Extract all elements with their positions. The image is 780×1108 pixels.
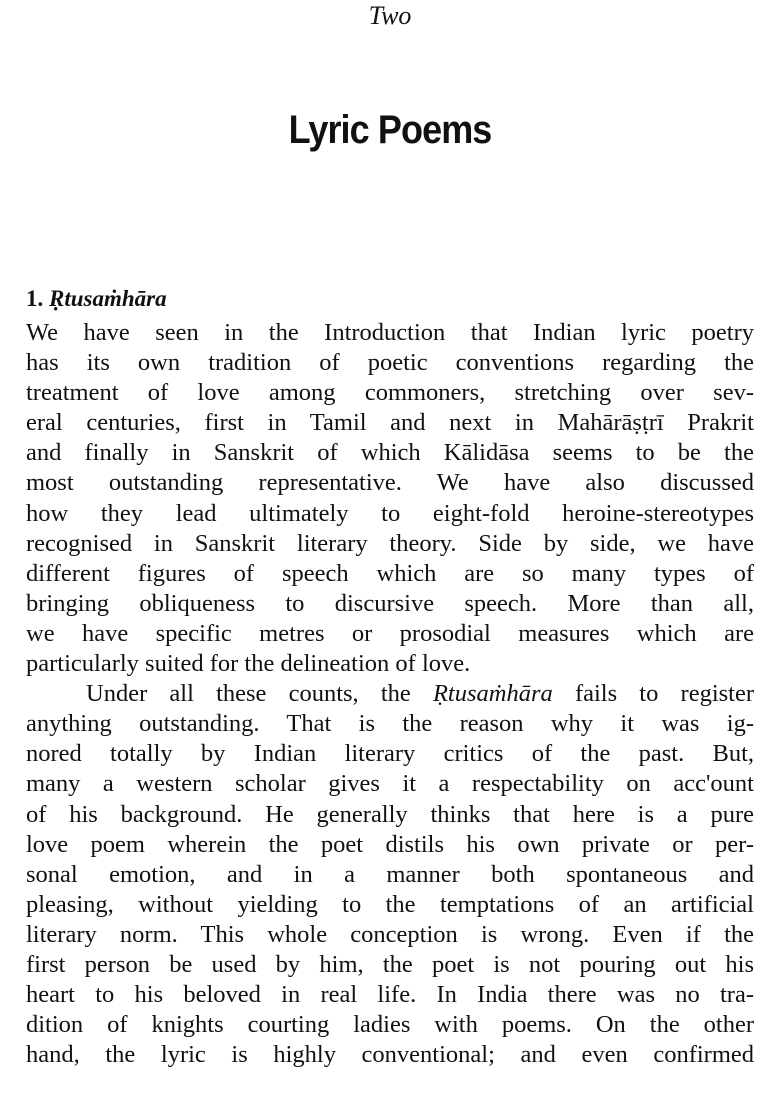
text-line: many a western scholar gives it a respectability on acc'ount (26, 770, 754, 798)
text-line: eral centuries, first in Tamil and next in Mahārāṣṭrī Prakrit (26, 409, 754, 437)
text-line: love poem wherein the poet distils his own private or per- (26, 830, 754, 858)
text-line: anything outstanding. That is the reason why it was ig- (26, 710, 754, 738)
section-title: Ṛtusaṁhāra (49, 286, 167, 311)
paragraph-1 (26, 318, 754, 679)
chapter-title: Lyric Poems (288, 108, 492, 152)
work-title: Ṛtusaṁhāra (432, 680, 553, 708)
text-line: recognised in Sanskrit literary theory. Side by side, we have (26, 529, 754, 557)
paragraph-2 (26, 709, 754, 1070)
text-line: dition of knights courting ladies with poems. On the other (26, 1011, 754, 1039)
text-line: pleasing, without yielding to the temptations of an artificial (26, 890, 754, 918)
text-line: first person be used by him, the poet is not pouring out his (26, 950, 754, 978)
text-line: has its own tradition of poetic conventions regarding the (26, 349, 754, 377)
chapter-number: Two (368, 1, 412, 30)
text: Under all these counts, the (86, 680, 433, 708)
text: fails to register (552, 680, 755, 708)
text-line: heart to his beloved in real life. In India there was no tra- (26, 981, 754, 1009)
text-line: bringing obliqueness to discursive speech. More than all, (26, 589, 754, 617)
text-line: different figures of speech which are so many types of (26, 559, 754, 587)
text-line: of his background. He generally thinks that here is a pure (26, 800, 754, 828)
text-line: how they lead ultimately to eight-fold heroine-stereotypes (26, 499, 754, 527)
text-line: sonal emotion, and in a manner both spontaneous and (26, 860, 754, 888)
text-line: nored totally by Indian literary critics of the past. But, (26, 740, 754, 768)
text-line: hand, the lyric is highly conventional; and even confirmed (26, 1041, 754, 1069)
text-line: We have seen in the Introduction that Indian lyric poetry (26, 319, 754, 346)
text-line: most outstanding representative. We have also discussed (26, 469, 754, 497)
body-text (26, 318, 754, 1070)
text-line: literary norm. This whole conception is wrong. Even if the (26, 920, 754, 948)
text-line: and finally in Sanskrit of which Kālidāsa seems to be the (26, 439, 754, 467)
text-line: we have specific metres or prosodial measures which are (26, 619, 754, 647)
paragraph-2-first-line (26, 679, 754, 709)
section-heading (26, 286, 167, 312)
section-number: 1. (26, 286, 44, 311)
text-line: treatment of love among commoners, stretching over sev- (26, 379, 754, 407)
text-line: particularly suited for the delineation of love. (26, 650, 471, 678)
